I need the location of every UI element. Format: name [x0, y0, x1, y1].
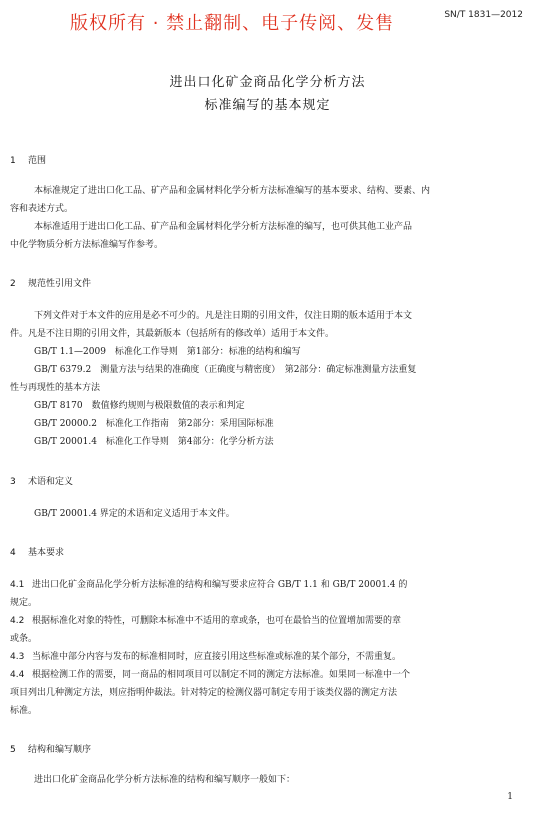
reference-item: GB/T 1.1—2009 标准化工作导则 第1部分：标准的结构和编写 — [34, 347, 301, 357]
reference-item: GB/T 20001.4 标准化工作导则 第4部分：化学分析方法 — [34, 437, 274, 447]
paragraph-line: 本标准规定了进出口化工品、矿产品和金属材料化学分析方法标准编写的基本要求、结构、要素、内 — [34, 186, 431, 196]
section-title: 术语和定义 — [28, 477, 74, 487]
clause-line — [10, 612, 401, 630]
clause-continuation: 或条。 — [10, 634, 38, 644]
paragraph-line: 下列文件对于本文件的应用是必不可少的。凡是注日期的引用文件，仅注日期的版本适用于本文 — [34, 311, 413, 321]
section-number: 3 — [10, 477, 16, 487]
clause-continuation: 项目列出几种测定方法，则应指明仲裁法。针对特定的检测仪器可制定专用于该类仪器的测定方法 — [10, 688, 398, 698]
section-heading-5 — [10, 742, 91, 755]
reference-item-continuation: 性与再现性的基本方法 — [10, 383, 101, 393]
section-heading-1 — [10, 153, 46, 166]
section-title: 规范性引用文件 — [28, 279, 92, 289]
standard-code: SN/T 1831—2012 — [444, 10, 523, 20]
reference-item: GB/T 6379.2 测量方法与结果的准确度（正确度与精密度） 第2部分：确定标准测量方法重复 — [34, 365, 417, 375]
section-title: 范围 — [28, 156, 47, 166]
section-heading-2 — [10, 276, 91, 289]
paragraph-line: 进出口化矿金商品化学分析方法标准的结构和编写顺序一般如下： — [34, 775, 296, 785]
section-number: 4 — [10, 548, 16, 558]
clause-number: 4.1 — [10, 580, 25, 590]
section-title: 结构和编写顺序 — [28, 745, 92, 755]
clause-line — [10, 648, 401, 666]
document-title-line2: 标准编写的基本规定 — [204, 98, 331, 113]
clause-text: 根据检测工作的需要，同一商品的相同项目可以制定不同的测定方法标准。如果同一标准中一个 — [32, 670, 411, 680]
section-number: 5 — [10, 745, 16, 755]
paragraph-line: 本标准适用于进出口化工品、矿产品和金属材料化学分析方法标准的编写，也可供其他工业产品 — [34, 222, 413, 232]
clause-continuation: 标准。 — [10, 706, 38, 716]
copyright-watermark: 版权所有 · 禁止翻制、电子传阅、发售 — [70, 13, 395, 34]
clause-text: 当标准中部分内容与发布的标准相同时，应直接引用这些标准或标准的某个部分，不需重复。 — [32, 652, 402, 662]
reference-item: GB/T 20000.2 标准化工作指南 第2部分：采用国际标准 — [34, 419, 274, 429]
paragraph-line: 件。凡是不注日期的引用文件，其最新版本（包括所有的修改单）适用于本文件。 — [10, 329, 335, 339]
clause-text: 根据标准化对象的特性，可删除本标准中不适用的章或条，也可在最恰当的位置增加需要的章 — [32, 616, 402, 626]
page-number: 1 — [507, 792, 513, 802]
section-heading-4 — [10, 545, 64, 558]
paragraph-line: 中化学物质分析方法标准编写作参考。 — [10, 240, 164, 250]
section-title: 基本要求 — [28, 548, 65, 558]
paragraph-line: 容和表述方式。 — [10, 204, 74, 214]
paragraph-line: GB/T 20001.4 界定的术语和定义适用于本文件。 — [34, 509, 235, 519]
reference-item: GB/T 8170 数值修约规则与极限数值的表示和判定 — [34, 401, 245, 411]
clause-text: 进出口化矿金商品化学分析方法标准的结构和编写要求应符合 GB/T 1.1 和 GB/T 20001.4 的 — [32, 580, 408, 590]
document-title-line1: 进出口化矿金商品化学分析方法 — [169, 75, 366, 90]
clause-continuation: 规定。 — [10, 598, 38, 608]
section-number: 2 — [10, 279, 16, 289]
clause-line — [10, 666, 410, 684]
section-heading-3 — [10, 474, 73, 487]
clause-number: 4.4 — [10, 670, 25, 680]
clause-line — [10, 576, 407, 594]
clause-number: 4.2 — [10, 616, 25, 626]
clause-number: 4.3 — [10, 652, 25, 662]
section-number: 1 — [10, 156, 16, 166]
